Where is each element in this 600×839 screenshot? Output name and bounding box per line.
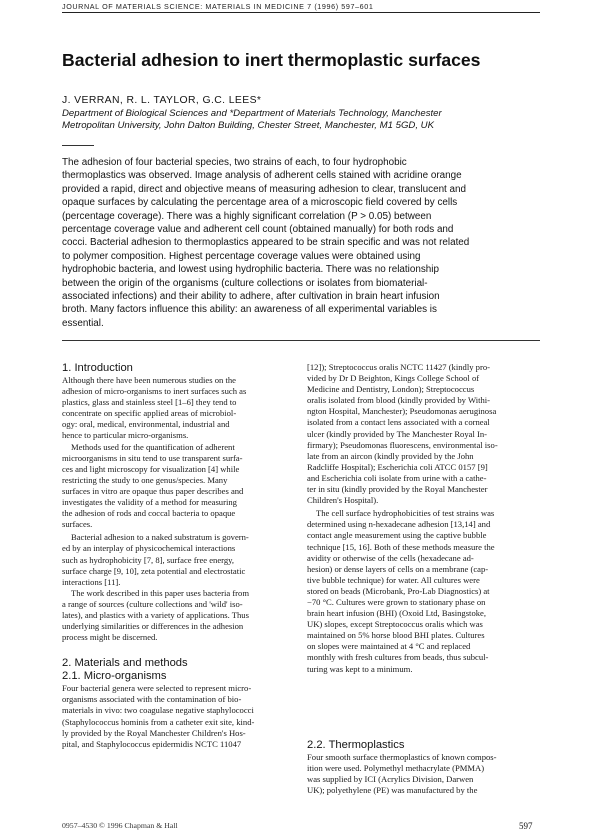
- text-line: was supplied by ICI (Acrylics Division, Darwen: [307, 773, 474, 784]
- section-heading-materials-methods: 2. Materials and methods: [62, 657, 188, 670]
- text-line: isolated from a contact lens associated with a corneal: [307, 417, 490, 428]
- abstract-line: hydrophobic bacteria, and lowest using hydrophilic bacteria. There was no relationship: [62, 264, 439, 276]
- text-line: process might be discerned.: [62, 632, 158, 643]
- text-line: ition were used. Polymethyl methacrylate (PMMA): [307, 762, 485, 773]
- abstract-line: essential.: [62, 317, 104, 329]
- text-line: Methods used for the quantification of adherent: [71, 441, 235, 452]
- footer-copyright: 0957–4530 © 1996 Chapman & Hall: [62, 821, 178, 830]
- text-line: Medicine and Dentistry, London); Streptococcus: [307, 384, 475, 395]
- text-line: monthly with fresh cultures from beads, thus subcul-: [307, 652, 489, 663]
- text-line: pital, and Staphylococcus epidermidis NCTC 11047: [62, 738, 242, 749]
- page-number: 597: [519, 821, 533, 831]
- left-column: [62, 362, 288, 750]
- introduction-text: [62, 375, 288, 643]
- micro-organisms-text-continued: [307, 362, 533, 675]
- abstract-end-rule: [62, 340, 540, 341]
- text-line: ed by an interplay of physicochemical interactions: [62, 543, 236, 554]
- text-line: investigates the validity of a method for measuring: [62, 497, 237, 508]
- section-heading-introduction: 1. Introduction: [62, 362, 133, 374]
- text-line: materials in vivo: two coagulase negative staphylococci: [62, 705, 254, 716]
- text-line: ogy: oral, medical, environmental, industrial and: [62, 419, 230, 430]
- right-column: [307, 362, 533, 796]
- text-line: UK) slopes, except Streptococcus oralis which was: [307, 619, 483, 630]
- abstract-rule: [62, 145, 94, 146]
- text-line: ces and light microscopy for visualization [4] while: [62, 463, 240, 474]
- text-line: brain heart infusion (BHI) (Oxoid Ltd, Basingstoke,: [307, 608, 487, 619]
- text-line: interactions [11].: [62, 576, 121, 587]
- text-line: hesion) or dense layers of cells on a membrane (cap-: [307, 563, 489, 574]
- text-line: Children's Hospital).: [307, 495, 379, 506]
- text-line: −70 °C. Cultures were grown to stationary phase on: [307, 596, 486, 607]
- text-line: [12]); Streptococcus oralis NCTC 11427 (kindly pro-: [307, 362, 490, 372]
- text-line: contact angle measurement using the captive bubble: [307, 530, 487, 541]
- text-line: a range of sources (culture collections and 'wild' iso-: [62, 598, 243, 609]
- text-line: surfaces in vitro are opaque thus paper describes and: [62, 485, 244, 496]
- affiliation-line: Department of Biological Sciences and *Department of Materials Technology, Manchester: [62, 108, 442, 119]
- text-line: surfaces.: [62, 519, 93, 530]
- text-line: UK); polyethylene (PE) was manufactured by the: [307, 784, 478, 795]
- abstract-line: associated infections) and their ability to adhere, after cultivation in brain heart infusion: [62, 291, 440, 303]
- text-line: The cell surface hydrophobicities of test strains was: [316, 508, 495, 519]
- article-affiliation: [62, 108, 542, 132]
- text-line: The work described in this paper uses bacteria from: [71, 587, 250, 598]
- article-authors: J. VERRAN, R. L. TAYLOR, G.C. LEES*: [62, 95, 262, 106]
- text-line: on slopes were maintained at 4 °C and replaced: [307, 641, 471, 652]
- text-line: Radcliffe Hospital); Escherichia coli ATCC 0157 [9]: [307, 461, 488, 472]
- abstract-line: cocci. Bacterial adhesion to thermoplastics appeared to be strain specific and was not related: [62, 237, 470, 249]
- abstract: [62, 156, 542, 330]
- abstract-line: opaque surfaces by calculating the percentage area of a microscopic field covered by cells: [62, 197, 458, 209]
- text-line: ulcer (kindly provided by The Manchester Royal In-: [307, 428, 488, 439]
- text-line: adhesion of micro-organisms to inert surfaces such as: [62, 386, 247, 397]
- text-line: maintained on 5% horse blood BHI plates. Cultures: [307, 630, 485, 641]
- text-line: Four smooth surface thermoplastics of known compos-: [307, 751, 497, 762]
- text-line: avidity or otherwise of the cells (hexadecane ad-: [307, 552, 474, 563]
- text-line: and Escherichia coli isolate from urine with a cathe-: [307, 472, 487, 483]
- text-line: turing was kept to a minimum.: [307, 663, 413, 674]
- text-line: oralis isolated from blood (kindly provided by Withi-: [307, 395, 491, 406]
- text-line: plastics, glass and stainless steel [1–6] they tend to: [62, 397, 237, 408]
- article-title: Bacterial adhesion to inert thermoplastic surfaces: [62, 50, 481, 70]
- text-line: vided by Dr D Beighton, Kings College School of: [307, 373, 480, 384]
- abstract-line: to polymer composition. Highest percentage coverage values were obtained using: [62, 250, 421, 262]
- text-line: lates), and plastics with a variety of applications. Thus: [62, 609, 249, 620]
- micro-organisms-text: [62, 683, 288, 750]
- text-line: stored on beads (Microbank, Pro-Lab Diagnostics) at: [307, 585, 490, 596]
- subsection-heading-thermoplastics: 2.2. Thermoplastics: [307, 738, 405, 751]
- abstract-line: provided a rapid, direct and objective means of measuring adhesion to clear, translucent and: [62, 183, 467, 195]
- affiliation-line: Metropolitan University, John Dalton Building, Chester Street, Manchester, M1 5GD, UK: [62, 120, 435, 132]
- text-line: late from an aircon (kindly provided by the John: [307, 450, 474, 461]
- header-rule: [62, 12, 540, 13]
- text-line: ter in situ (kindly provided by the Royal Manchester: [307, 484, 488, 495]
- text-line: underlying similarities or differences in the adhesion: [62, 621, 244, 632]
- abstract-line: between the origin of the organisms (culture collections or isolates from biomaterial-: [62, 277, 428, 289]
- text-line: determined using n-hexadecane adhesion [13,14] and: [307, 519, 491, 530]
- text-line: surface charge [9, 10], zeta potential and electrostatic: [62, 565, 246, 576]
- text-line: Four bacterial genera were selected to represent micro-: [62, 683, 252, 694]
- text-line: technique [15, 16]. Both of these methods measure the: [307, 541, 495, 552]
- text-line: concentrate on specific applied areas of microbiol-: [62, 408, 237, 419]
- abstract-line: (percentage coverage). There was a highly significant correlation (P > 0.05) between: [62, 210, 432, 222]
- abstract-line: broth. Many factors influence this ability: an awareness of all experimental variables is: [62, 304, 437, 316]
- text-line: ly provided by the Royal Manchester Children's Hos-: [62, 727, 246, 738]
- text-line: such as hydrophobicity [7, 8], surface free energy,: [62, 554, 235, 565]
- text-line: Bacterial adhesion to a naked substratum is govern-: [71, 532, 249, 543]
- text-line: (Staphylococcus hominis from a catheter exit site, kind-: [62, 716, 255, 727]
- text-line: Although there have been numerous studies on the: [62, 375, 236, 385]
- text-line: ngton Hospital, Manchester); Pseudomonas aeruginosa: [307, 406, 497, 417]
- text-line: firmary); Pseudomonas fluorescens, environmental iso-: [307, 439, 498, 450]
- text-line: restricting the study to one genus/species. Many: [62, 474, 228, 485]
- text-line: organisms associated with the contamination of bio-: [62, 694, 242, 705]
- text-line: hence to particular micro-organisms.: [62, 430, 189, 441]
- running-head: JOURNAL OF MATERIALS SCIENCE: MATERIALS IN MEDICINE 7 (1996) 597–601: [62, 2, 374, 11]
- subsection-heading-micro-organisms: 2.1. Micro-organisms: [62, 670, 167, 683]
- abstract-line: The adhesion of four bacterial species, two strains of each, to four hydrophobic: [62, 157, 407, 168]
- abstract-line: thermoplastics was observed. Image analysis of adherent cells stained with acridine orange: [62, 170, 462, 182]
- text-line: microorganisms in situ tend to use transparent surfa-: [62, 452, 243, 463]
- thermoplastics-text: [307, 752, 533, 796]
- abstract-line: percentage coverage value and adherent cell count (obtained manually) for both rods and: [62, 224, 454, 236]
- text-line: tive bubble technique) for water. All cultures were: [307, 574, 480, 585]
- text-line: the adhesion of rods and coccal bacteria to opaque: [62, 508, 236, 519]
